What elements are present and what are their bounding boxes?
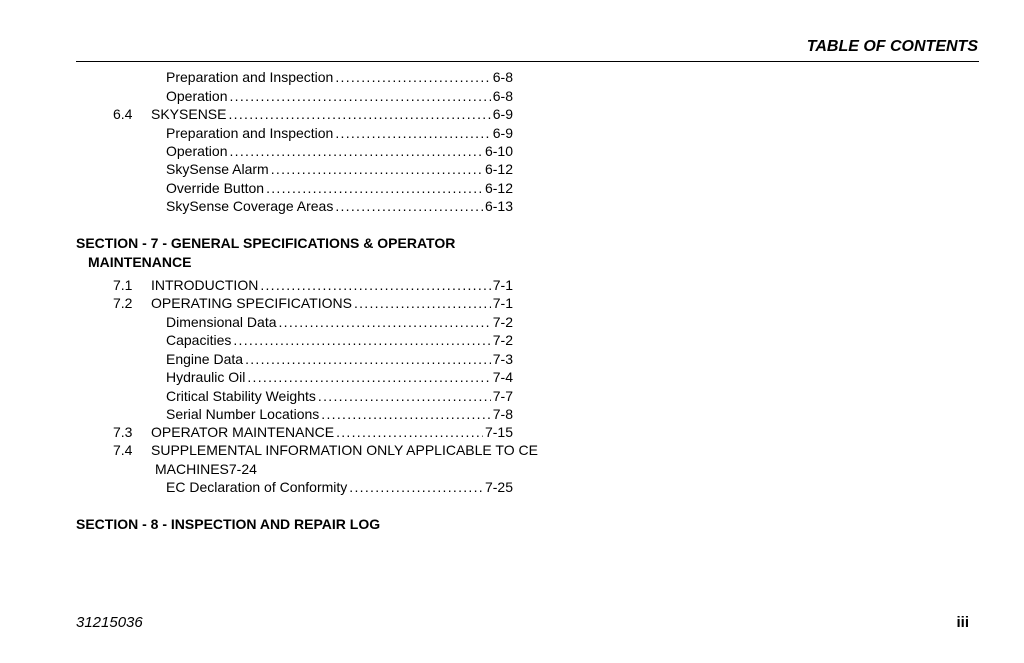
toc-entry-page: 6-12 <box>484 180 513 196</box>
toc-entry-label: Preparation and Inspection <box>166 69 334 85</box>
toc-entry-page: 7-7 <box>492 388 513 404</box>
toc-leader-dots <box>245 368 490 386</box>
toc-row <box>0 331 1024 349</box>
toc-leader-dots <box>226 105 490 123</box>
section-7-heading-cont: MAINTENANCE <box>88 254 192 270</box>
toc-entry-label[interactable]: SUPPLEMENTAL INFORMATION ONLY APPLICABLE TO CE <box>151 442 538 458</box>
toc-entry[interactable] <box>166 142 513 160</box>
toc-entry-page: 7-4 <box>492 369 513 385</box>
toc-row <box>0 87 1024 105</box>
toc-leader-dots <box>319 405 490 423</box>
toc-entry[interactable] <box>166 478 513 496</box>
toc-row <box>0 368 1024 386</box>
toc-entry[interactable] <box>166 405 513 423</box>
toc-entry-label: EC Declaration of Conformity <box>166 479 348 495</box>
toc-entry-label: Engine Data <box>166 351 244 367</box>
toc-entry-label: Preparation and Inspection <box>166 125 334 141</box>
section-7-heading[interactable]: SECTION - 7 - GENERAL SPECIFICATIONS & OPERATOR <box>76 235 456 251</box>
toc-entry-page: 7-15 <box>484 424 513 440</box>
toc-entry[interactable] <box>151 105 513 123</box>
toc-entry[interactable] <box>166 87 513 105</box>
toc-leader-dots <box>258 276 490 294</box>
toc-row <box>0 179 1024 197</box>
toc-entry-page: 6-13 <box>484 198 513 214</box>
toc-section-number: 7.1 <box>113 277 133 293</box>
toc-entry-label: Serial Number Locations <box>166 406 320 422</box>
toc-entry[interactable] <box>151 294 513 312</box>
toc-entry-page: 7-2 <box>492 332 513 348</box>
toc-entry-label: Hydraulic Oil <box>166 369 246 385</box>
toc-entry[interactable] <box>151 276 513 294</box>
toc-leader-dots <box>316 387 491 405</box>
toc-row <box>0 105 1024 123</box>
toc-entry[interactable] <box>166 387 513 405</box>
toc-entry-page: 6-8 <box>492 88 513 104</box>
toc-entry-label: OPERATOR MAINTENANCE <box>151 424 335 440</box>
toc-leader-dots <box>333 68 490 86</box>
toc-row <box>0 441 1024 459</box>
toc-entry-label-cont[interactable]: MACHINES7-24 <box>155 461 257 477</box>
toc-entry-page: 6-10 <box>484 143 513 159</box>
toc-entry-label: OPERATING SPECIFICATIONS <box>151 295 352 311</box>
toc-entry-label: Dimensional Data <box>166 314 277 330</box>
toc-leader-dots <box>264 179 483 197</box>
toc-leader-dots <box>243 350 491 368</box>
header-rule <box>76 61 979 62</box>
toc-leader-dots <box>227 142 482 160</box>
toc-entry-page: 7-1 <box>492 277 513 293</box>
toc-entry[interactable] <box>166 160 513 178</box>
toc-entry-label: Operation <box>166 143 228 159</box>
toc-entry-page: 6-12 <box>484 161 513 177</box>
toc-row <box>0 276 1024 294</box>
toc-section-number: 7.4 <box>113 442 133 458</box>
toc-entry-label: SkySense Coverage Areas <box>166 198 334 214</box>
toc-entry-label: SkySense Alarm <box>166 161 269 177</box>
toc-entry-page: 6-9 <box>492 106 513 122</box>
toc-entry-page: 6-8 <box>492 69 513 85</box>
toc-entry[interactable] <box>151 423 513 441</box>
toc-entry[interactable] <box>166 179 513 197</box>
toc-section-number: 7.3 <box>113 424 133 440</box>
toc-leader-dots <box>333 124 490 142</box>
toc-entry-label: INTRODUCTION <box>151 277 259 293</box>
toc-entry-label: Capacities <box>166 332 232 348</box>
toc-leader-dots <box>347 478 483 496</box>
footer-page-number: iii <box>956 614 969 631</box>
toc-entry-page: 7-1 <box>492 295 513 311</box>
toc-leader-dots <box>269 160 483 178</box>
toc-row <box>0 350 1024 368</box>
toc-entry-label: Operation <box>166 88 228 104</box>
toc-entry-page: 6-9 <box>492 125 513 141</box>
toc-row <box>0 423 1024 441</box>
toc-leader-dots <box>277 313 491 331</box>
toc-entry[interactable] <box>166 331 513 349</box>
toc-row <box>0 68 1024 86</box>
header-title: TABLE OF CONTENTS <box>806 38 978 55</box>
toc-entry-page: 7-2 <box>492 314 513 330</box>
toc-section-number: 7.2 <box>113 295 133 311</box>
toc-entry-page: 7-25 <box>484 479 513 495</box>
toc-leader-dots <box>227 87 490 105</box>
toc-row <box>0 160 1024 178</box>
toc-row <box>0 387 1024 405</box>
section-8-heading[interactable]: SECTION - 8 - INSPECTION AND REPAIR LOG <box>76 516 381 532</box>
toc-row <box>0 124 1024 142</box>
toc-section-number: 6.4 <box>113 106 133 122</box>
toc-leader-dots <box>333 197 483 215</box>
toc-entry[interactable] <box>166 368 513 386</box>
toc-row <box>0 478 1024 496</box>
toc-row <box>0 142 1024 160</box>
toc-entry-page: 7-8 <box>492 406 513 422</box>
toc-entry[interactable] <box>166 197 513 215</box>
toc-entry-page: 7-3 <box>492 351 513 367</box>
toc-row <box>0 460 1024 478</box>
toc-row <box>0 405 1024 423</box>
footer-doc-number: 31215036 <box>76 614 143 631</box>
toc-entry-label: Critical Stability Weights <box>166 388 316 404</box>
toc-row <box>0 197 1024 215</box>
toc-entry[interactable] <box>166 124 513 142</box>
toc-entry[interactable] <box>166 313 513 331</box>
toc-entry-label: SKYSENSE <box>151 106 227 122</box>
toc-row <box>0 313 1024 331</box>
toc-leader-dots <box>334 423 483 441</box>
toc-leader-dots <box>352 294 491 312</box>
toc-entry[interactable] <box>166 350 513 368</box>
toc-entry-label: Override Button <box>166 180 265 196</box>
toc-leader-dots <box>231 331 490 349</box>
toc-entry[interactable] <box>166 68 513 86</box>
toc-row <box>0 294 1024 312</box>
